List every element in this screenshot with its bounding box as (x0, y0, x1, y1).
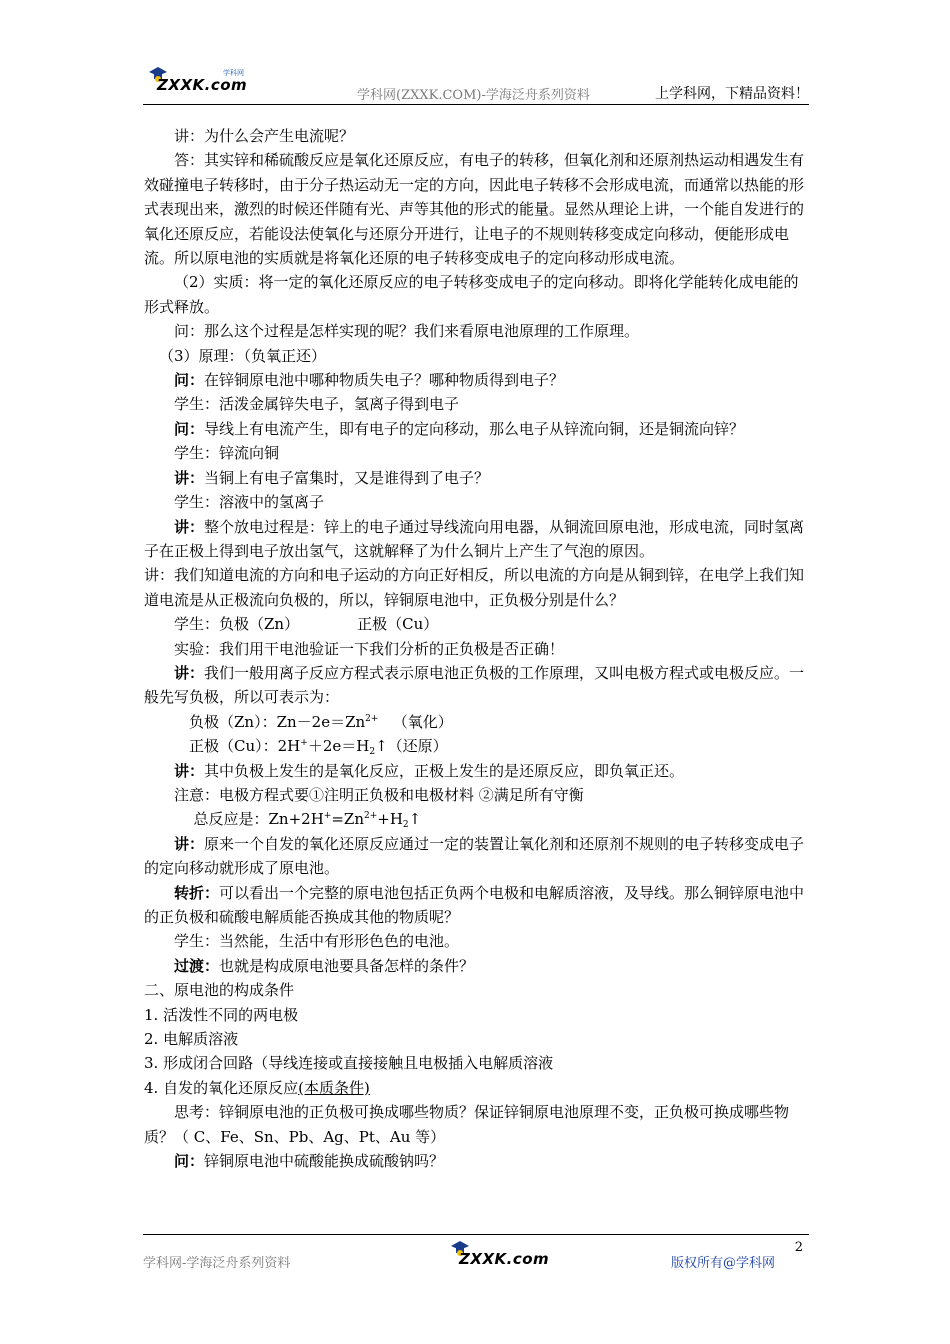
paragraph-text: 3. 形成闭合回路（导线连接或直接接触且电极插入电解质溶液 (144, 1054, 554, 1073)
paragraph (144, 124, 808, 148)
paragraph-text: 讲：为什么会产生电流呢？ (174, 127, 355, 145)
paragraph (144, 466, 808, 490)
paragraph (144, 515, 808, 564)
paragraph-text: （3）原理：（负氧正还） (159, 346, 327, 365)
paragraph-text: 学生：溶液中的氢离子 (174, 493, 325, 512)
zxxk-logo (143, 64, 253, 98)
speaker-label: 问： (174, 419, 205, 438)
logo-subtext: 学科网 (223, 69, 244, 77)
paragraph-text: 2. 电解质溶液 (144, 1030, 239, 1049)
speaker-label: 讲： (174, 517, 205, 536)
paragraph-text: 答：其实锌和稀硫酸反应是氧化还原反应，有电子的转移，但氧化剂和还原剂热运动相遇发生有效碰撞电子转移时，由于分子热运动无一定的方向，因此电子转移不会形成电流，而通常以热能的形式表现出来，激烈的时候还伴随有光、声等其他的形式的能量。显然从理论上讲，一个能自发进行的氧化还原反应，若能设法使氧化与还原分开进行，让电子的不规则转移变成定向移动，便能形成电流。所以原电池的实质就是将氧化还原的电子转移变成电子的定向移动形成电流。 (144, 151, 805, 268)
paragraph-text: 在锌铜原电池中哪种物质失电子？哪种物质得到电子？ (204, 371, 565, 390)
speaker-label: 问： (174, 371, 205, 390)
header-center-text: 学科网(ZXXK.COM)-学海泛舟系列资料 (357, 88, 590, 103)
paragraph (144, 392, 808, 416)
paragraph (144, 1100, 808, 1149)
negative-electrode-equation: 负极（Zn）：$Zn-2e=Zn^{2+}$ （氧化） (189, 712, 453, 731)
paragraph (144, 563, 808, 612)
paragraph-text: 当铜上有电子富集时，又是谁得到了电子？ (204, 468, 490, 487)
paragraph (144, 1149, 808, 1173)
paragraph-text: 思考：锌铜原电池的正负极可换成哪些物质？保证锌铜原电池原理不变，正负极可换成哪些物质？（ C、Fe、Sn、Pb、Ag、Pt、Au 等） (144, 1103, 790, 1146)
paragraph-text: 锌铜原电池中硫酸能换成硫酸钠吗？ (204, 1152, 445, 1171)
paragraph-text: 原来一个自发的氧化还原反应通过一定的装置让氧化剂和还原剂不规则的电子转移变成电子的定向移动就形成了原电池。 (144, 834, 805, 878)
header-slogan: 上学科网，下精品资料！ (655, 86, 809, 102)
paragraph-text: 可以看出一个完整的原电池包括正负两个电极和电解质溶液，及导线。那么铜锌原电池中的正负极和硫酸电解质能否换成其他的物质呢？ (144, 883, 805, 926)
footer-rule (143, 1234, 809, 1235)
total-reaction-equation: 总反应是：$Zn+2H^+=Zn^{2+}+H_2↑$ (193, 810, 422, 831)
speaker-label: 讲： (174, 468, 205, 487)
paragraph (144, 832, 808, 881)
footer-left-text: 学科网-学海泛舟系列资料 (143, 1256, 291, 1271)
paragraph (144, 148, 808, 270)
paragraph-text: 讲：我们知道电流的方向和电子运动的方向正好相反，所以电流的方向是从铜到锌，在电学上我们知道电流是从正极流向负极的，所以，锌铜原电池中，正负极分别是什么？ (144, 566, 805, 609)
paragraph (144, 1051, 808, 1075)
paragraph-text: 学生：锌流向铜 (174, 444, 280, 463)
footer-logo (445, 1238, 555, 1268)
paragraph (144, 1027, 808, 1051)
paragraph-text: （2）实质：将一定的氧化还原反应的电子转移变成电子的定向移动。即将化学能转化成电能的形式释放。 (144, 273, 799, 316)
paragraph (144, 490, 808, 514)
paragraph (144, 783, 808, 807)
paragraph-text: 实验：我们用干电池验证一下我们分析的正负极是否正确！ (174, 639, 565, 658)
student-electrodes-line: 学生：负极（Zn） 正极（Cu） (174, 615, 439, 634)
paragraph-text: 我们一般用离子反应方程式表示原电池正负极的工作原理，又叫电极方程式或电极反应。一般先写负极，所以可表示为： (144, 663, 805, 707)
paragraph (144, 929, 808, 953)
paragraph (144, 978, 808, 1002)
speaker-label: 问： (174, 1152, 205, 1171)
paragraph-text: 学生：当然能，生活中有形形色色的电池。 (174, 932, 460, 951)
paragraph (144, 881, 808, 930)
paragraph (144, 417, 808, 441)
paragraph-text: 整个放电过程是：锌上的电子通过导线流向用电器，从铜流回原电池，形成电流，同时氢离子在正极上得到电子放出氢气，这就解释了为什么铜片上产生了气泡的原因。 (144, 517, 805, 560)
paragraph-text: 问：那么这个过程是怎样实现的呢？我们来看原电池原理的工作原理。 (174, 322, 640, 341)
paragraph (144, 759, 808, 783)
paragraph-text: 也就是构成原电池要具备怎样的条件？ (219, 956, 475, 975)
speaker-label: 讲： (174, 663, 205, 682)
footer-copyright: 版权所有@学科网 (670, 1256, 775, 1271)
paragraph-text: 导线上有电流产生，即有电子的定向移动，那么电子从锌流向铜，还是铜流向锌？ (204, 419, 745, 438)
speaker-label: 转折： (174, 883, 220, 902)
page-number: 2 (794, 1240, 803, 1255)
paragraph (144, 1003, 808, 1027)
paragraph (144, 368, 808, 392)
paragraph (144, 954, 808, 978)
paragraph (144, 661, 808, 710)
paragraph-text: 其中负极上发生的是氧化反应，正极上发生的是还原反应，即负氧正还。 (204, 761, 685, 780)
speaker-label: 讲： (174, 834, 205, 853)
paragraph-text: 二、原电池的构成条件 (144, 981, 295, 1000)
page-header (143, 64, 809, 104)
paragraph (144, 319, 808, 343)
paragraph (144, 344, 808, 368)
document-body (144, 124, 808, 1173)
paragraph (144, 441, 808, 465)
speaker-label: 讲： (174, 761, 205, 780)
page-footer (143, 1234, 809, 1274)
speaker-label: 过渡： (174, 956, 220, 975)
header-rule (143, 104, 809, 105)
positive-electrode-equation: 正极（Cu）：$2H^++2e=H_2↑$（还原） (189, 737, 448, 758)
paragraph (144, 270, 808, 319)
logo-wordmark: ZXXK.com (157, 76, 248, 94)
footer-logo-wordmark: ZXXK.com (459, 1250, 550, 1268)
paragraph-text: 学生：活泼金属锌失电子，氢离子得到电子 (174, 395, 460, 414)
paragraph-text: 1. 活泼性不同的两电极 (144, 1005, 299, 1024)
paragraph-text: 注意：电极方程式要①注明正负极和电极材料 ②满足所有守衡 (174, 785, 584, 804)
condition-4: 4. 自发的氧化还原反应(本质条件) (144, 1078, 370, 1097)
paragraph (144, 637, 808, 661)
